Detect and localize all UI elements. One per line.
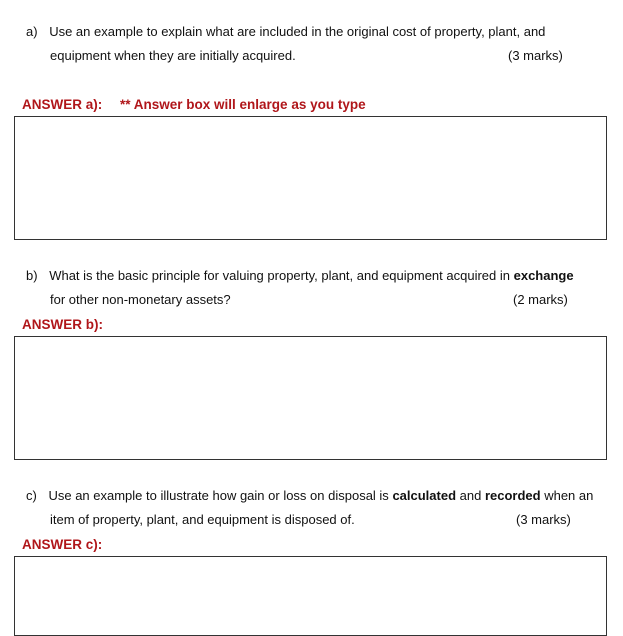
question-b-text-line-1 xyxy=(49,268,573,283)
question-c-marker: c) xyxy=(26,488,37,503)
question-c-bold-calculated: calculated xyxy=(392,488,457,503)
question-c-text-line-2: item of property, plant, and equipment is disposed of. xyxy=(50,512,355,527)
question-b-marks: (2 marks) xyxy=(513,292,568,307)
question-b-bold-exchange: exchange xyxy=(513,268,574,283)
answer-b-box[interactable] xyxy=(14,336,607,460)
question-a-text-line-1: Use an example to explain what are included in the original cost of property, plant, and xyxy=(49,24,546,39)
answer-a-label: ANSWER a): xyxy=(22,97,103,112)
answer-a-box[interactable] xyxy=(14,116,607,240)
question-c-line-1 xyxy=(26,488,593,504)
question-c-text-mid: and xyxy=(456,488,485,503)
question-c-text-pre: Use an example to illustrate how gain or loss on disposal is xyxy=(48,488,393,503)
answer-b-label: ANSWER b): xyxy=(22,317,103,332)
question-a-marker: a) xyxy=(26,24,38,39)
answer-c-box[interactable] xyxy=(14,556,607,636)
question-c-text-post: when an xyxy=(540,488,594,503)
question-c-bold-recorded: recorded xyxy=(484,488,541,503)
question-a-text-line-2: equipment when they are initially acquired. xyxy=(50,48,296,63)
answer-c-label: ANSWER c): xyxy=(22,537,103,552)
question-b-marker: b) xyxy=(26,268,38,283)
answer-a-heading xyxy=(22,97,366,113)
question-a-line-1 xyxy=(26,24,545,40)
question-b-text-line-2: for other non-monetary assets? xyxy=(50,292,231,307)
answer-box-hint: ** Answer box will enlarge as you type xyxy=(120,97,366,112)
question-c-marks: (3 marks) xyxy=(516,512,571,527)
question-c-text-line-1 xyxy=(48,488,593,503)
question-b-line-1 xyxy=(26,268,574,284)
question-b-text-pre: What is the basic principle for valuing property, plant, and equipment acquired in xyxy=(49,268,514,283)
question-a-marks: (3 marks) xyxy=(508,48,563,63)
